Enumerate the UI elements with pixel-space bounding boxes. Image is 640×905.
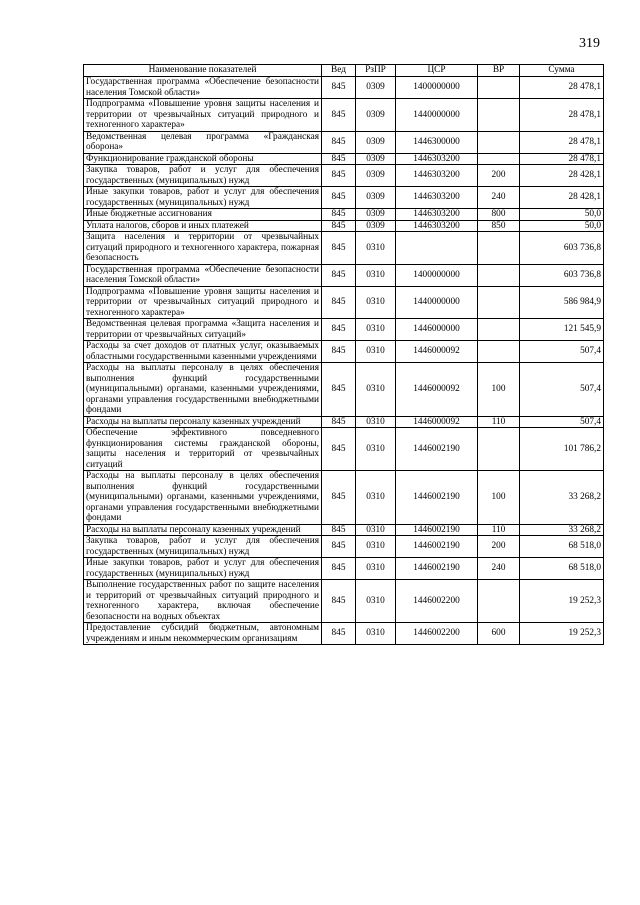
header-sum: Сумма [520,65,604,77]
cell-name: Расходы на выплаты персоналу казенных учреждений [84,524,322,536]
cell-name: Государственная программа «Обеспечение безопасности населения Томской области» [84,77,322,99]
cell-csr: 1446000092 [396,363,478,417]
cell-csr: 1446303200 [396,165,478,187]
cell-vr: 110 [478,524,520,536]
cell-sum: 33 268,2 [520,524,604,536]
cell-vr [478,286,520,319]
cell-csr: 1446002200 [396,580,478,623]
cell-vr: 100 [478,363,520,417]
cell-vr: 850 [478,220,520,232]
cell-vr: 240 [478,558,520,580]
cell-sum: 28 478,1 [520,153,604,165]
cell-vr [478,264,520,286]
table-row [84,165,604,187]
cell-vr [478,319,520,341]
cell-rzpr: 0309 [356,165,396,187]
cell-ved: 845 [322,187,356,209]
header-ved: Вед [322,65,356,77]
cell-name: Предоставление субсидий бюджетным, автономным учреждениям и иным некоммерческим организациям [84,623,322,645]
cell-rzpr: 0310 [356,341,396,363]
cell-vr: 110 [478,416,520,428]
table-row [84,428,604,471]
cell-rzpr: 0310 [356,580,396,623]
cell-name: Обеспечение эффективного повседневного функционирования системы гражданской обороны, защиты населения и территорий от чрезвычайных ситуаций [84,428,322,471]
cell-name: Уплата налогов, сборов и иных платежей [84,220,322,232]
cell-vr [478,131,520,153]
page-number: 319 [579,36,600,51]
cell-csr: 1446002190 [396,558,478,580]
cell-vr: 100 [478,471,520,525]
table-row [84,580,604,623]
cell-rzpr: 0309 [356,131,396,153]
cell-csr [396,232,478,265]
cell-sum: 507,4 [520,363,604,417]
cell-rzpr: 0310 [356,416,396,428]
cell-name: Расходы за счет доходов от платных услуг, оказываемых областными государственными казенными учреждениями [84,341,322,363]
cell-ved: 845 [322,623,356,645]
table-body [84,77,604,645]
table-row [84,524,604,536]
cell-vr: 200 [478,165,520,187]
cell-csr: 1446002190 [396,536,478,558]
table-row [84,363,604,417]
cell-csr: 1446000092 [396,341,478,363]
cell-vr [478,580,520,623]
cell-vr [478,153,520,165]
cell-name: Ведомственная целевая программа «Защита населения и территории от чрезвычайных ситуаций» [84,319,322,341]
header-name: Наименование показателей [84,65,322,77]
cell-sum: 33 268,2 [520,471,604,525]
table-row [84,558,604,580]
table-row [84,232,604,265]
cell-vr [478,232,520,265]
cell-sum: 28 478,1 [520,131,604,153]
cell-rzpr: 0309 [356,99,396,132]
cell-name: Расходы на выплаты персоналу казенных учреждений [84,416,322,428]
cell-csr: 1446303200 [396,220,478,232]
cell-ved: 845 [322,264,356,286]
cell-csr: 1446002190 [396,524,478,536]
cell-sum: 28 428,1 [520,165,604,187]
cell-sum: 68 518,0 [520,536,604,558]
table-row [84,220,604,232]
cell-sum: 28 478,1 [520,99,604,132]
cell-ved: 845 [322,209,356,221]
header-vr: ВР [478,65,520,77]
cell-vr [478,428,520,471]
table-row [84,416,604,428]
cell-name: Ведомственная целевая программа «Гражданская оборона» [84,131,322,153]
table-row [84,471,604,525]
cell-ved: 845 [322,580,356,623]
cell-csr: 1400000000 [396,77,478,99]
cell-rzpr: 0310 [356,286,396,319]
cell-sum: 507,4 [520,416,604,428]
cell-sum: 586 984,9 [520,286,604,319]
cell-csr: 1446303200 [396,209,478,221]
cell-name: Закупка товаров, работ и услуг для обеспечения государственных (муниципальных) нужд [84,165,322,187]
table-row [84,209,604,221]
cell-rzpr: 0310 [356,524,396,536]
cell-rzpr: 0310 [356,232,396,265]
cell-rzpr: 0310 [356,428,396,471]
cell-sum: 19 252,3 [520,580,604,623]
cell-ved: 845 [322,131,356,153]
cell-csr: 1440000000 [396,99,478,132]
cell-rzpr: 0310 [356,558,396,580]
cell-csr: 1446000092 [396,416,478,428]
cell-name: Иные закупки товаров, работ и услуг для обеспечения государственных (муниципальных) нужд [84,187,322,209]
cell-sum: 101 786,2 [520,428,604,471]
table-row [84,536,604,558]
cell-sum: 121 545,9 [520,319,604,341]
cell-csr: 1446002190 [396,428,478,471]
cell-ved: 845 [322,363,356,417]
cell-csr: 1446303200 [396,187,478,209]
cell-ved: 845 [322,416,356,428]
cell-rzpr: 0310 [356,623,396,645]
cell-sum: 603 736,8 [520,264,604,286]
cell-rzpr: 0309 [356,209,396,221]
cell-rzpr: 0310 [356,319,396,341]
table-row [84,187,604,209]
cell-ved: 845 [322,232,356,265]
cell-sum: 50,0 [520,220,604,232]
table-row [84,153,604,165]
cell-csr: 1400000000 [396,264,478,286]
cell-rzpr: 0309 [356,220,396,232]
cell-rzpr: 0309 [356,153,396,165]
cell-name: Функционирование гражданской обороны [84,153,322,165]
table-row [84,286,604,319]
table-row [84,341,604,363]
cell-csr: 1446000000 [396,319,478,341]
cell-sum: 50,0 [520,209,604,221]
cell-vr: 200 [478,536,520,558]
cell-csr: 1446303200 [396,153,478,165]
header-csr: ЦСР [396,65,478,77]
cell-name: Расходы на выплаты персоналу в целях обеспечения выполнения функций государственными (муниципальными) органами, казенными учреждениями, органами управления государственными внебюджетными фондами [84,471,322,525]
cell-ved: 845 [322,319,356,341]
table-row [84,131,604,153]
cell-rzpr: 0310 [356,471,396,525]
cell-rzpr: 0310 [356,363,396,417]
cell-sum: 507,4 [520,341,604,363]
cell-name: Подпрограмма «Повышение уровня защиты населения и территории от чрезвычайных ситуаций природного и техногенного характера» [84,286,322,319]
table-row [84,623,604,645]
cell-ved: 845 [322,165,356,187]
cell-vr [478,341,520,363]
cell-name: Иные закупки товаров, работ и услуг для обеспечения государственных (муниципальных) нужд [84,558,322,580]
cell-name: Подпрограмма «Повышение уровня защиты населения и территории от чрезвычайных ситуаций природного и техногенного характера» [84,99,322,132]
cell-vr [478,77,520,99]
table-header-row [84,65,604,77]
cell-name: Государственная программа «Обеспечение безопасности населения Томской области» [84,264,322,286]
cell-ved: 845 [322,428,356,471]
cell-sum: 603 736,8 [520,232,604,265]
budget-table [83,64,604,645]
table-row [84,99,604,132]
cell-vr: 600 [478,623,520,645]
cell-ved: 845 [322,77,356,99]
cell-ved: 845 [322,99,356,132]
cell-sum: 68 518,0 [520,558,604,580]
table-row [84,77,604,99]
table-row [84,319,604,341]
cell-ved: 845 [322,153,356,165]
cell-rzpr: 0309 [356,77,396,99]
cell-vr: 240 [478,187,520,209]
cell-vr [478,99,520,132]
cell-ved: 845 [322,524,356,536]
cell-rzpr: 0309 [356,187,396,209]
cell-vr: 800 [478,209,520,221]
cell-ved: 845 [322,341,356,363]
cell-sum: 28 478,1 [520,77,604,99]
cell-ved: 845 [322,220,356,232]
cell-csr: 1446002200 [396,623,478,645]
cell-ved: 845 [322,286,356,319]
cell-csr: 1446002190 [396,471,478,525]
cell-name: Защита населения и территории от чрезвычайных ситуаций природного и техногенного характера, пожарная безопасность [84,232,322,265]
cell-name: Иные бюджетные ассигнования [84,209,322,221]
cell-ved: 845 [322,471,356,525]
cell-name: Выполнение государственных работ по защите населения и территорий от чрезвычайных ситуаций природного и техногенного характера, включая обеспечение безопасности на водных объектах [84,580,322,623]
cell-rzpr: 0310 [356,264,396,286]
cell-sum: 19 252,3 [520,623,604,645]
cell-name: Закупка товаров, работ и услуг для обеспечения государственных (муниципальных) нужд [84,536,322,558]
cell-ved: 845 [322,536,356,558]
cell-sum: 28 428,1 [520,187,604,209]
table-row [84,264,604,286]
cell-csr: 1446300000 [396,131,478,153]
cell-name: Расходы на выплаты персоналу в целях обеспечения выполнения функций государственными (муниципальными) органами, казенными учреждениями, органами управления государственными внебюджетными фондами [84,363,322,417]
cell-csr: 1440000000 [396,286,478,319]
header-rzpr: РзПР [356,65,396,77]
cell-rzpr: 0310 [356,536,396,558]
cell-ved: 845 [322,558,356,580]
